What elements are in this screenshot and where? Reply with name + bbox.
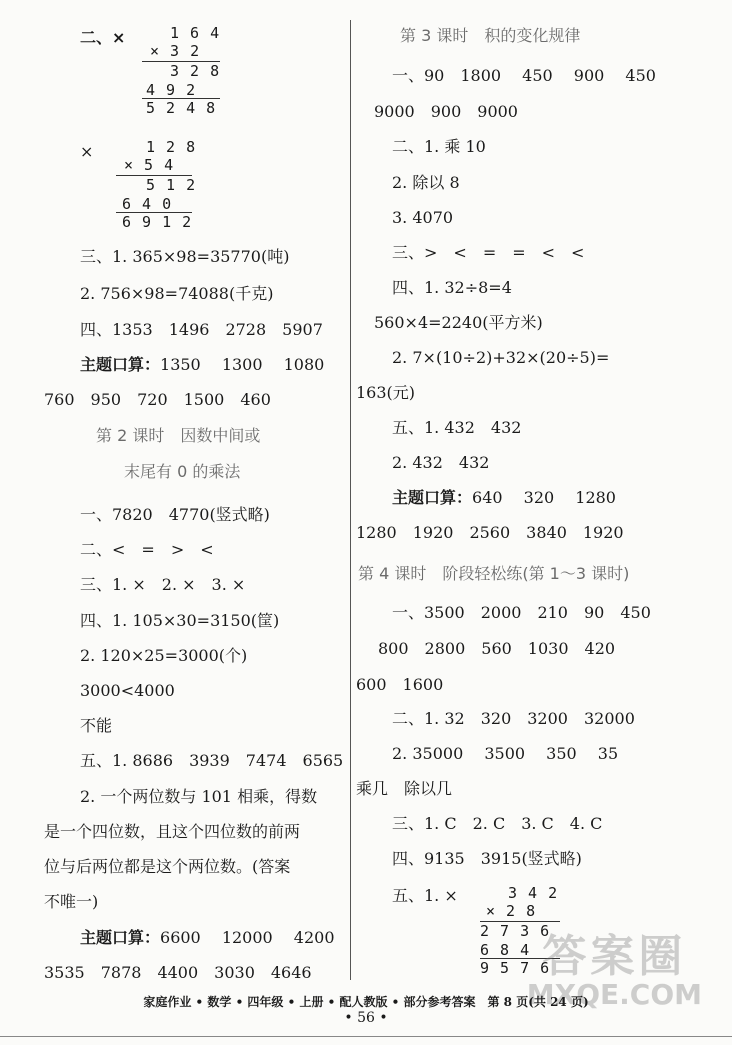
left-column: 二、× 1 6 4 × 3 2 3 2 8 4 9 2 5 2 4 8 × 1 2 8 × 5 4 5 1 2 6 4 0 6 9 1 2 三、1. 365×98=35770(吨) 2. 756×98=74088(千克) 四、1353 1496 2728 5907 主题口算：1350 1300 1080 760 950 720 1500 460 第 2 课时 因数中间或 末尾有 0 的乘法 一、7820 4770(竖式略) 二、< = > < 三、1. × 2. × 3. × 四、1. 105×30=3150(筐) 2. 120×25=3000(个) 3000<4000 不能 五、1. 8686 3939 7474 6565 2. 一个两位数与 101 相乘，得数 是一个四位数，且这个四位数的前两 位与后两位都是这个两位数。(答案 不唯一) 主题口算：6600 12000 4200 3535 7878 4400 3030 4646 [0, 0, 350, 1044]
answer-line: 2. 432 432 [392, 453, 490, 472]
answer-line: 760 950 720 1500 460 [44, 390, 271, 409]
answer-line: 一、7820 4770(竖式略) [80, 505, 270, 524]
answer-line: 四、1. 32÷8=4 [392, 278, 512, 297]
answer-line: 2. 一个两位数与 101 相乘，得数 [80, 787, 318, 806]
answer-line: 600 1600 [356, 675, 444, 694]
answer-line: 二、1. 乘 10 [392, 137, 486, 156]
answer-line: 800 2800 560 1030 420 [378, 639, 616, 658]
answer-line: 3000<4000 [80, 681, 175, 700]
answer-line: 四、9135 3915(竖式略) [392, 849, 582, 868]
answer-line: 四、1. 105×30=3150(筐) [80, 611, 280, 630]
answer-line: 3. 4070 [392, 208, 454, 227]
answer-line: 一、90 1800 450 900 450 [392, 66, 656, 85]
section-title: 第 2 课时 因数中间或 [96, 426, 261, 445]
section-title: 第 3 课时 积的变化规律 [400, 26, 581, 45]
answer-line: 9000 900 9000 [374, 102, 518, 121]
answer-line: 3535 7878 4400 3030 4646 [44, 963, 312, 982]
answer-line: 二、1. 32 320 3200 32000 [392, 709, 635, 728]
answer-line: 三、1. C 2. C 3. C 4. C [392, 814, 603, 833]
answer-line: 三、> < = = < < [392, 243, 585, 262]
answer-line: 三、1. 365×98=35770(吨) [80, 247, 290, 266]
right-column: 第 3 课时 积的变化规律 一、90 1800 450 900 450 9000 900 9000 二、1. 乘 10 2. 除以 8 3. 4070 三、> < = = < < 四、1. 32÷8=4 560×4=2240(平方米) 2. 7×(10÷2)+32×(20÷5)= 163(元) 五、1. 432 432 2. 432 432 主题口算：640 320 1280 1280 1920 2560 3840 1920 第 4 课时 阶段轻松练(第 1～3 课时) 一、3500 2000 210 90 450 800 2800 560 1030 420 600 1600 二、1. 32 320 3200 32000 2. 35000 3500 350 35 乘几 除以几 三、1. C 2. C 3. C 4. C 四、9135 3915(竖式略) 五、1. × 3 4 2 × 2 8 2 7 3 6 6 8 4 9 5 7 6 [356, 26, 656, 977]
section-title: 末尾有 0 的乘法 [124, 462, 241, 481]
mental-math-line: 主题口算：6600 12000 4200 [80, 928, 335, 947]
answer-line: 不唯一) [44, 892, 99, 911]
watermark-logo: 答案圈 MXQE.COM [526, 931, 702, 1011]
answer-line: 五、1. × [392, 886, 458, 905]
mental-math-line: 主题口算：1350 1300 1080 [80, 355, 325, 374]
answer-line: 二、< = > < [80, 540, 214, 559]
answer-line: 2. 120×25=3000(个) [80, 646, 248, 665]
answer-line: 2. 35000 3500 350 35 [392, 744, 619, 763]
answer-line: 一、3500 2000 210 90 450 [392, 603, 651, 622]
answer-line: 五、1. 432 432 [392, 418, 522, 437]
answer-line: 2. 756×98=74088(千克) [80, 284, 274, 303]
answer-line: 560×4=2240(平方米) [374, 313, 543, 332]
mental-math-line: 主题口算：640 320 1280 [392, 488, 616, 507]
answer-line: 是一个四位数，且这个四位数的前两 [44, 822, 301, 841]
page-footer: 家庭作业 • 数学 • 四年级 • 上册 • 配人教版 • 部分参考答案 第 8 页(共 24 页) [143, 995, 589, 1009]
answer-line: 2. 7×(10÷2)+32×(20÷5)= [392, 348, 610, 367]
answer-line: 四、1353 1496 2728 5907 [80, 320, 323, 339]
answer-line: 乘几 除以几 [356, 779, 453, 798]
section-title: 第 4 课时 阶段轻松练(第 1～3 课时) [358, 564, 630, 583]
answer-line: 位与后两位都是这个两位数。(答案 [44, 857, 291, 876]
part2-label: 二、× [80, 28, 126, 47]
page-number: • 56 • [344, 1010, 388, 1026]
answer-line: 163(元) [356, 383, 416, 402]
cross-mark: × [80, 142, 94, 161]
column-divider [350, 20, 351, 980]
answer-line: 三、1. × 2. × 3. × [80, 575, 246, 594]
answer-line: 2. 除以 8 [392, 173, 460, 192]
answer-line: 不能 [80, 716, 113, 735]
answer-line: 1280 1920 2560 3840 1920 [356, 523, 624, 542]
answer-line: 五、1. 8686 3939 7474 6565 [80, 751, 344, 770]
